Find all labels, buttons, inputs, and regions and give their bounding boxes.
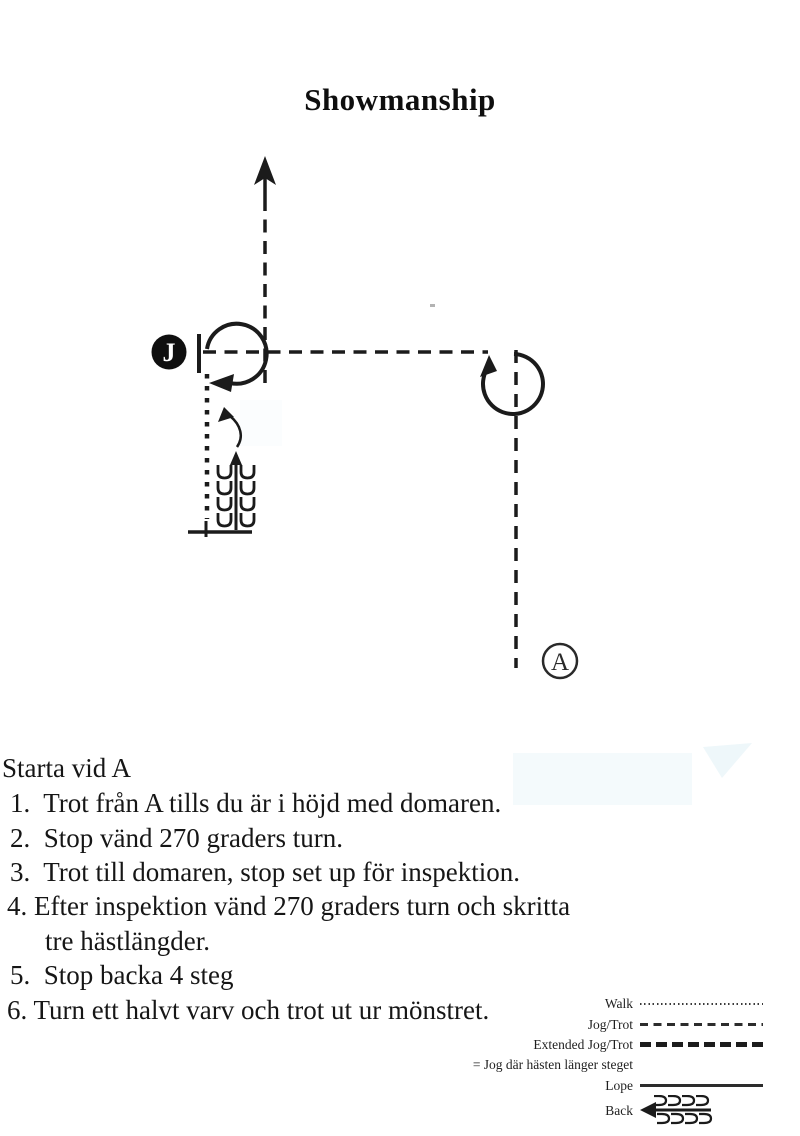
page-title: Showmanship <box>304 82 496 117</box>
instruction-line: 6. Turn ett halvt varv och trot ut ur mönstret. <box>7 995 490 1025</box>
instructions-header: Starta vid A <box>2 753 131 783</box>
legend-row-extended-jog-trot <box>473 1035 763 1055</box>
instruction-line: 4. Efter inspektion vänd 270 graders turn och skritta <box>7 891 571 921</box>
instruction-line: 1. Trot från A tills du är i höjd med domaren. <box>10 788 502 818</box>
judge-label: J <box>162 338 176 367</box>
judge-marker <box>152 335 187 370</box>
start-label: A <box>550 649 570 676</box>
gait-legend <box>473 994 763 1125</box>
legend-row-lope <box>473 1075 763 1095</box>
half-turn-arrow-icon <box>218 407 241 447</box>
start-marker <box>543 644 577 678</box>
legend-row-note <box>473 1055 763 1075</box>
lope-line-sample-icon <box>640 1084 763 1087</box>
instruction-line: 5. Stop backa 4 steg <box>10 960 234 990</box>
back-up-icon <box>218 451 254 530</box>
legend-row-jog-trot <box>473 1014 763 1034</box>
legend-label: Back <box>605 1102 633 1118</box>
turn-270-left-icon <box>207 324 267 392</box>
walk-line-sample-icon <box>640 1003 763 1005</box>
turn-270-right-icon <box>480 354 543 414</box>
legend-note: = Jog där hästen länger steget <box>472 1057 633 1073</box>
legend-label: Walk <box>604 996 633 1012</box>
instruction-line: 3. Trot till domaren, stop set up för inspektion. <box>10 857 520 887</box>
legend-row-walk <box>473 994 763 1014</box>
scan-artifact <box>240 304 752 805</box>
legend-empty-sample <box>640 1065 763 1066</box>
extended-jog-trot-line-sample-icon <box>640 1042 763 1047</box>
jog-trot-line-sample-icon <box>640 1023 763 1026</box>
legend-label: Jog/Trot <box>587 1016 633 1032</box>
instruction-line: 2. Stop vänd 270 graders turn. <box>10 823 343 853</box>
legend-label: Extended Jog/Trot <box>533 1036 633 1052</box>
back-symbol-icon <box>640 1095 763 1125</box>
instruction-line: tre hästlängder. <box>45 926 210 956</box>
legend-label: Lope <box>605 1077 633 1093</box>
legend-row-back <box>473 1095 763 1125</box>
